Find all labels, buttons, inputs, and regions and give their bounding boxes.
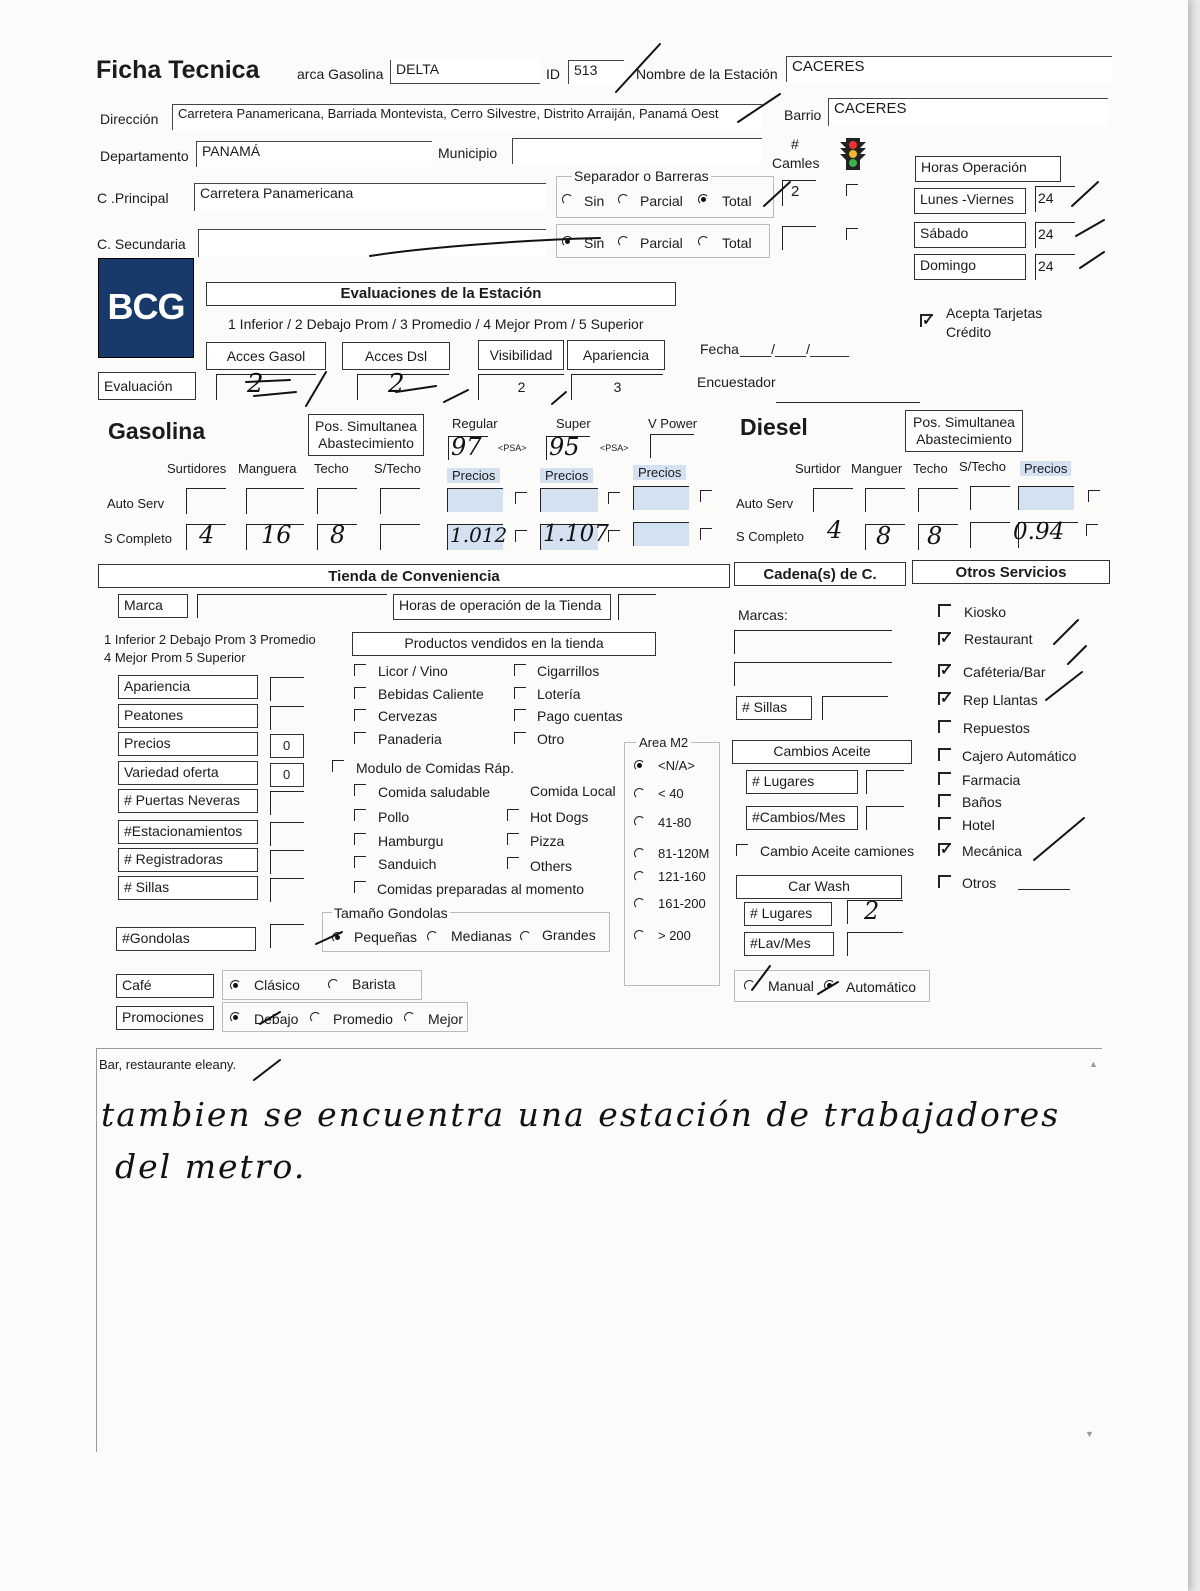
otros-check-7[interactable]: [938, 772, 951, 785]
carwash-automatico-radio[interactable]: [824, 980, 835, 991]
tienda-rating-value-2[interactable]: [270, 706, 304, 730]
otros-item-3: Caféteria/Bar: [963, 664, 1046, 680]
notes-handwritten-line-2: del metro.: [115, 1147, 307, 1186]
area-title: Area M2: [636, 735, 691, 750]
otros-check-2[interactable]: [938, 632, 951, 645]
area-option-radio-4[interactable]: [634, 848, 645, 859]
comida-right-1: Hot Dogs: [530, 809, 589, 825]
comida-left-check-1[interactable]: [354, 784, 366, 796]
area-option-radio-1[interactable]: [634, 760, 645, 771]
diesel-col-surtidor: Surtidor: [795, 461, 841, 476]
comidas-preparadas-label: Comidas preparadas al momento: [377, 881, 584, 897]
area-option-radio-5[interactable]: [634, 871, 645, 882]
diesel-scompleto-precio[interactable]: [1013, 519, 1078, 548]
otros-item-8: Baños: [962, 794, 1002, 810]
gasolina-precios-1: Precios: [447, 468, 500, 483]
separator-total-label-2: Total: [722, 235, 752, 251]
evaluation-value-3[interactable]: 2: [478, 374, 564, 400]
tienda-marca-label: Marca: [118, 594, 188, 618]
gasolina-scompleto-precio-regular-text: 1.012: [450, 523, 508, 547]
gasolina-pos-line1: Pos. Simultanea: [315, 418, 417, 434]
tienda-rating-label-4: Variedad oferta: [118, 761, 258, 785]
diesel-scompleto-check[interactable]: [1086, 524, 1098, 536]
cafe-label: Café: [116, 974, 214, 998]
tienda-rating-label-1: Apariencia: [118, 675, 258, 699]
tienda-rating-label-5: # Puertas Neveras: [118, 789, 258, 813]
barrio-label: Barrio: [784, 107, 822, 123]
gondolas-grandes-label: Grandes: [542, 927, 596, 943]
tienda-rating-label-2: Peatones: [118, 704, 258, 728]
gasolina-pos-line2: Abastecimiento: [318, 435, 414, 451]
diesel-scompleto-stecho[interactable]: [970, 522, 1010, 548]
producto-right-check-4[interactable]: [514, 732, 526, 744]
tienda-horas-label: Horas de operación de la Tienda: [393, 594, 611, 620]
separator-parcial-label-2: Parcial: [640, 235, 683, 251]
otros-item-1: Kiosko: [964, 604, 1007, 620]
fecha-label: Fecha: [700, 341, 739, 357]
gasolina-scompleto-check-3[interactable]: [700, 528, 712, 540]
promo-mejor-label: Mejor: [428, 1011, 464, 1027]
principal-field[interactable]: Carretera Panamericana: [194, 183, 546, 211]
camiones-check-1[interactable]: [846, 184, 858, 196]
tienda-title: Tienda de Conveniencia: [98, 564, 730, 588]
secundaria-field[interactable]: [198, 229, 546, 257]
tienda-rating-value-5[interactable]: [270, 791, 304, 815]
separator-sin-label-1: Sin: [584, 193, 605, 209]
carwash-manual-radio[interactable]: [744, 980, 755, 991]
gasolina-psa-1: <PSA>: [498, 443, 527, 453]
comida-left-check-4[interactable]: [354, 856, 366, 868]
carwash-lav-label: #Lav/Mes: [744, 932, 834, 956]
separator-parcial-radio-2[interactable]: [618, 236, 629, 247]
gondolas-grandes-radio[interactable]: [520, 931, 531, 942]
promo-mejor-radio[interactable]: [404, 1012, 415, 1023]
otros-check-6[interactable]: [938, 748, 951, 761]
separator-sin-radio-2[interactable]: [562, 236, 573, 247]
hours-row-label-1: Lunes -Viernes: [914, 188, 1026, 214]
otros-check-5[interactable]: [938, 720, 951, 733]
gasolina-product-field-1[interactable]: [448, 433, 488, 461]
diesel-scompleto-techo-text: 8: [927, 522, 943, 550]
separator-sin-label-2: Sin: [584, 235, 605, 251]
diesel-col-manguer: Manguer: [851, 461, 903, 476]
otros-item-6: Cajero Automático: [962, 748, 1077, 764]
otros-item-9: Hotel: [962, 817, 995, 833]
tienda-rating-label-3: Precios: [118, 732, 258, 756]
evaluation-cat-2: Acces Dsl: [342, 342, 450, 370]
cadena-marcas-field-2[interactable]: [734, 662, 892, 686]
cafe-clasico-label: Clásico: [254, 977, 300, 993]
diesel-autoserv-surtidor[interactable]: [813, 488, 853, 512]
otros-item-11: Otros: [962, 875, 997, 891]
evaluation-value-2[interactable]: [357, 369, 449, 400]
evaluation-value-1-text: 2: [247, 369, 264, 399]
gasolina-product-super: Super: [556, 416, 591, 431]
department-label: Departamento: [100, 148, 189, 164]
carwash-manual-label: Manual: [768, 978, 814, 994]
bcg-logo-text: BCG: [107, 286, 185, 327]
otros-item-10: Mecánica: [962, 843, 1022, 859]
gasolina-scompleto-surtidores-text: 4: [199, 521, 215, 549]
cambios-mes-field[interactable]: [866, 806, 904, 830]
evaluation-title: Evaluaciones de la Estación: [206, 282, 676, 306]
modulo-label: Modulo de Comidas Ráp.: [356, 760, 514, 776]
comida-left-1: Comida saludable: [378, 784, 491, 800]
hours-row-label-2: Sábado: [914, 222, 1026, 248]
tienda-rating-label-7: # Registradoras: [118, 848, 258, 872]
comida-right-2: Pizza: [530, 833, 565, 849]
producto-left-check-4[interactable]: [354, 732, 366, 744]
address-field[interactable]: Carretera Panamericana, Barriada Montevista, Cerro Silvestre, Distrito Arraiján, Panamá Oest: [172, 104, 762, 130]
gasolina-autoserv-surtidores[interactable]: [186, 488, 226, 514]
cambios-lugares-label: # Lugares: [746, 770, 858, 794]
cambios-mes-label: #Cambios/Mes: [746, 806, 858, 830]
diesel-pos-line1: Pos. Simultanea: [913, 414, 1015, 430]
hours-title: Horas Operación: [915, 156, 1061, 182]
gondolas-pequenas-radio[interactable]: [332, 932, 343, 943]
cafe-clasico-radio[interactable]: [230, 980, 241, 991]
tienda-rating-label-8: # Sillas: [118, 876, 258, 900]
comida-local-label: Comida Local: [530, 783, 616, 799]
tienda-rating-value-8[interactable]: [270, 878, 304, 902]
camiones-field-2[interactable]: [782, 226, 816, 250]
gasolina-autoserv-precio-vpower[interactable]: [633, 486, 689, 510]
evaluation-cat-3: Visibilidad: [478, 340, 564, 370]
tienda-rating-value-3[interactable]: 0: [270, 734, 304, 758]
hours-row-value-1[interactable]: 24: [1035, 186, 1075, 212]
page-title: Ficha Tecnica: [96, 56, 260, 84]
tienda-rating-value-6[interactable]: [270, 822, 304, 846]
comidas-preparadas-check[interactable]: [354, 881, 366, 893]
producto-right-1: Cigarrillos: [537, 663, 600, 679]
carwash-lugares-field[interactable]: [847, 897, 903, 925]
producto-right-check-2[interactable]: [514, 687, 526, 699]
gasolina-scompleto-manguera[interactable]: [246, 521, 304, 550]
barrio-field[interactable]: CACERES: [828, 98, 1108, 126]
carwash-lav-field[interactable]: [847, 932, 903, 956]
gasolina-scompleto-stecho[interactable]: [380, 524, 420, 550]
hours-row-value-2[interactable]: 24: [1035, 222, 1075, 248]
promo-debajo-label: Debajo: [254, 1011, 299, 1027]
otros-title: Otros Servicios: [912, 560, 1110, 584]
hours-row-label-3: Domingo: [914, 254, 1026, 280]
producto-left-check-1[interactable]: [354, 664, 366, 676]
tienda-scale-2: 4 Mejor Prom 5 Superior: [104, 650, 246, 665]
promo-debajo-radio[interactable]: [230, 1012, 241, 1023]
gasolina-scompleto-surtidores[interactable]: [186, 521, 226, 550]
camiones-hash: #: [791, 136, 799, 152]
gasolina-autoserv-manguera[interactable]: [246, 488, 304, 514]
comida-right-check-2[interactable]: [507, 833, 519, 845]
tarjetas-label-2: Crédito: [946, 324, 992, 340]
station-name-label: Nombre de la Estación: [636, 66, 778, 82]
comida-left-2: Pollo: [378, 809, 410, 825]
brand-field[interactable]: DELTA: [390, 60, 540, 84]
address-label: Dirección: [100, 111, 159, 127]
gondolas-title: Tamaño Gondolas: [334, 905, 448, 921]
gasolina-scompleto-manguera-text: 16: [261, 521, 292, 549]
gasolina-scompleto-precio-super-text: 1.107: [543, 521, 609, 547]
fecha-value[interactable]: ____/____/_____: [740, 341, 849, 357]
diesel-pos-line2: Abastecimiento: [916, 431, 1012, 447]
comida-right-check-3[interactable]: [507, 857, 519, 869]
gasolina-product-vpower: V Power: [648, 416, 698, 431]
area-option-radio-7[interactable]: [634, 930, 645, 941]
evaluation-scale: 1 Inferior / 2 Debajo Prom / 3 Promedio / 4 Mejor Prom / 5 Superior: [228, 316, 644, 332]
evaluation-value-2-text: 2: [388, 369, 405, 399]
otros-item-2: Restaurant: [964, 631, 1033, 647]
comida-left-3: Hamburgu: [378, 833, 444, 849]
producto-right-2: Lotería: [537, 686, 581, 702]
gondolas-medianas-label: Medianas: [451, 928, 512, 944]
carwash-automatico-label: Automático: [846, 979, 917, 995]
diesel-row-label-1: Auto Serv: [736, 496, 794, 511]
cadena-title: Cadena(s) de C.: [734, 562, 906, 586]
evaluation-cat-1: Acces Gasol: [206, 342, 326, 370]
diesel-scompleto-surtidor-text: 4: [827, 516, 843, 544]
carwash-lugares-label: # Lugares: [744, 902, 832, 926]
tienda-marca-field[interactable]: [197, 594, 387, 618]
gasolina-product-hw-1: 97: [451, 433, 482, 461]
cafe-barista-label: Barista: [352, 976, 396, 992]
otros-item-7: Farmacia: [962, 772, 1021, 788]
gasolina-scompleto-precio-regular[interactable]: [447, 523, 508, 550]
diesel-autoserv-check[interactable]: [1088, 490, 1100, 502]
carwash-lugares-value: 2: [864, 897, 880, 925]
gondolas-medianas-radio[interactable]: [427, 931, 438, 942]
camiones-label: Camles: [772, 155, 820, 171]
productos-title: Productos vendidos en la tienda: [352, 632, 656, 656]
gasolina-scompleto-precio-super[interactable]: [540, 521, 609, 550]
cambios-aceite-title: Cambios Aceite: [732, 740, 912, 764]
otros-check-11[interactable]: [938, 875, 951, 888]
tarjetas-checkbox[interactable]: [920, 314, 933, 327]
area-option-1: <N/A>: [658, 758, 695, 773]
camiones-field-1[interactable]: 2: [782, 180, 816, 206]
tarjetas-label: Acepta Tarjetas: [946, 305, 1043, 321]
gasolina-col-stecho: S/Techo: [374, 461, 421, 476]
diesel-title: Diesel: [740, 414, 808, 440]
department-field[interactable]: PANAMÁ: [196, 141, 432, 167]
area-option-5: 121-160: [658, 869, 706, 884]
diesel-scompleto-manguer-text: 8: [876, 522, 892, 550]
separator-total-radio-2[interactable]: [698, 236, 709, 247]
producto-right-check-3[interactable]: [514, 709, 526, 721]
gasolina-scompleto-precio-vpower[interactable]: [633, 522, 689, 546]
gasolina-autoserv-check-2[interactable]: [608, 492, 620, 504]
cambio-camiones-label: Cambio Aceite camiones: [760, 843, 915, 859]
principal-label: C .Principal: [97, 190, 169, 206]
gasolina-col-manguera: Manguera: [238, 461, 297, 476]
gasolina-product-hw-2: 95: [549, 433, 580, 461]
promo-promedio-radio[interactable]: [310, 1012, 321, 1023]
cadena-marcas-label: Marcas:: [738, 607, 788, 623]
tienda-rating-label-6: #Estacionamientos: [118, 820, 258, 844]
area-option-6: 161-200: [658, 896, 706, 911]
gasolina-col-surtidores: Surtidores: [167, 461, 227, 476]
area-option-radio-6[interactable]: [634, 898, 645, 909]
separator-sin-radio-1[interactable]: [562, 194, 573, 205]
traffic-light-icon: [836, 136, 870, 176]
gasolina-precios-3: Precios: [633, 465, 686, 480]
separator-title: Separador o Barreras: [574, 168, 709, 184]
separator-total-label-1: Total: [722, 193, 752, 209]
gasolina-scompleto-techo[interactable]: [317, 521, 357, 550]
gasolina-product-field-3[interactable]: [650, 434, 694, 458]
otros-check-3[interactable]: [938, 664, 951, 677]
secundaria-label: C. Secundaria: [97, 236, 186, 252]
otros-check-9[interactable]: [938, 817, 951, 830]
municipio-field[interactable]: [512, 138, 762, 164]
diesel-autoserv-manguer[interactable]: [865, 488, 905, 512]
gasolina-precios-2: Precios: [540, 468, 593, 483]
gasolina-autoserv-precio-super[interactable]: [540, 488, 598, 512]
id-label: ID: [546, 66, 560, 82]
diesel-col-techo: Techo: [913, 461, 948, 476]
diesel-col-precios: Precios: [1020, 461, 1071, 476]
producto-left-check-3[interactable]: [354, 709, 366, 721]
notes-handwritten-line-1: tambien se encuentra una estación de trabajadores: [101, 1095, 1061, 1134]
diesel-row-label-2: S Completo: [736, 529, 804, 544]
diesel-autoserv-techo[interactable]: [918, 488, 958, 512]
gasolina-autoserv-precio-regular[interactable]: [447, 488, 503, 512]
gasolina-autoserv-check-3[interactable]: [700, 490, 712, 502]
comida-left-check-2[interactable]: [354, 809, 366, 821]
cadena-sillas-label: # Sillas: [736, 696, 812, 720]
gasolina-row-label-2: S Completo: [104, 531, 172, 546]
area-option-7: > 200: [658, 928, 691, 943]
bcg-logo: [98, 258, 194, 358]
comida-left-check-3[interactable]: [354, 833, 366, 845]
evaluation-label: Evaluación: [98, 372, 196, 400]
diesel-scompleto-techo[interactable]: [918, 524, 958, 550]
gasolina-title: Gasolina: [108, 418, 206, 444]
promociones-label: Promociones: [116, 1006, 214, 1030]
tienda-scale-1: 1 Inferior 2 Debajo Prom 3 Promedio: [104, 632, 316, 647]
area-group: [624, 742, 720, 986]
hours-row-value-3[interactable]: 24: [1035, 254, 1075, 280]
separator-total-radio-1[interactable]: [698, 194, 709, 205]
cambio-camiones-check[interactable]: [736, 844, 748, 856]
carwash-title: Car Wash: [736, 875, 902, 899]
notes-scroll-up-icon[interactable]: ▲: [1089, 1059, 1098, 1069]
encuestador-label: Encuestador: [697, 374, 776, 390]
otros-check-4[interactable]: [938, 692, 951, 705]
diesel-col-stecho: S/Techo: [959, 459, 1006, 474]
id-field[interactable]: 513: [568, 60, 624, 84]
encuestador-field[interactable]: [776, 386, 920, 403]
producto-left-4: Panaderia: [378, 731, 442, 747]
area-option-4: 81-120M: [658, 846, 710, 861]
otros-item-4: Rep Llantas: [963, 692, 1038, 708]
cadena-marcas-field-1[interactable]: [734, 630, 892, 654]
comida-right-3: Others: [530, 858, 573, 874]
otros-check-8[interactable]: [938, 794, 951, 807]
brand-label: arca Gasolina: [297, 66, 384, 82]
cadena-sillas-field[interactable]: [822, 696, 888, 720]
gasolina-psa-2: <PSA>: [600, 443, 629, 453]
area-option-2: < 40: [658, 786, 684, 801]
producto-right-3: Pago cuentas: [537, 708, 623, 724]
tienda-horas-field[interactable]: [618, 594, 656, 620]
gasolina-autoserv-check-1[interactable]: [515, 492, 527, 504]
gasolina-autoserv-stecho[interactable]: [380, 488, 420, 514]
area-option-radio-2[interactable]: [634, 788, 645, 799]
otros-other-field[interactable]: [1018, 876, 1070, 890]
producto-left-1: Licor / Vino: [378, 663, 448, 679]
notes-area[interactable]: [96, 1048, 1102, 1452]
diesel-pos: [905, 410, 1023, 452]
separator-parcial-radio-1[interactable]: [618, 194, 629, 205]
evaluation-value-4[interactable]: 3: [571, 374, 663, 400]
diesel-scompleto-precio-text: 0.94: [1013, 519, 1065, 545]
producto-right-4: Otro: [537, 731, 565, 747]
diesel-autoserv-stecho[interactable]: [970, 486, 1010, 510]
cambios-lugares-field[interactable]: [866, 770, 904, 794]
notes-scroll-down-icon[interactable]: ▼: [1085, 1429, 1094, 1439]
evaluation-cat-4: Apariencia: [567, 340, 665, 370]
producto-right-check-1[interactable]: [514, 664, 526, 676]
tienda-rating-label-9: #Gondolas: [116, 927, 256, 951]
producto-left-2: Bebidas Caliente: [378, 686, 484, 702]
diesel-scompleto-surtidor[interactable]: [813, 516, 853, 548]
diesel-autoserv-precio[interactable]: [1018, 486, 1074, 510]
tienda-rating-value-1[interactable]: [270, 677, 304, 701]
municipio-label: Municipio: [438, 145, 498, 161]
diesel-scompleto-manguer[interactable]: [865, 524, 905, 550]
camiones-check-2[interactable]: [846, 228, 858, 240]
gasolina-autoserv-techo[interactable]: [317, 488, 357, 514]
modulo-check[interactable]: [332, 760, 344, 772]
evaluation-value-1[interactable]: [216, 369, 316, 400]
promo-promedio-label: Promedio: [333, 1011, 393, 1027]
gasolina-product-field-2[interactable]: [546, 433, 590, 461]
cafe-barista-radio[interactable]: [328, 979, 339, 990]
gasolina-scompleto-check-2[interactable]: [608, 530, 620, 542]
otros-item-5: Repuestos: [963, 720, 1030, 736]
gondolas-pequenas-label: Pequeñas: [354, 929, 418, 945]
comida-right-check-1[interactable]: [507, 809, 519, 821]
tienda-rating-value-4[interactable]: 0: [270, 763, 304, 787]
comida-left-4: Sanduich: [378, 856, 437, 872]
gasolina-col-techo: Techo: [314, 461, 349, 476]
otros-check-10[interactable]: [938, 843, 951, 856]
separator-parcial-label-1: Parcial: [640, 193, 683, 209]
tienda-rating-value-9[interactable]: [270, 924, 304, 948]
gasolina-product-regular: Regular: [452, 416, 498, 431]
area-option-radio-3[interactable]: [634, 816, 645, 827]
producto-left-check-2[interactable]: [354, 687, 366, 699]
area-option-3: 41-80: [658, 815, 692, 830]
gasolina-scompleto-check-1[interactable]: [515, 530, 527, 542]
gasolina-scompleto-techo-text: 8: [330, 521, 346, 549]
gasolina-row-label-1: Auto Serv: [107, 496, 165, 511]
gasolina-pos: [308, 414, 424, 456]
station-name-field[interactable]: CACERES: [786, 56, 1112, 82]
tienda-rating-value-7[interactable]: [270, 850, 304, 874]
notes-typed: Bar, restaurante eleany.: [99, 1057, 237, 1072]
otros-check-1[interactable]: [938, 604, 951, 617]
producto-left-3: Cervezas: [378, 708, 438, 724]
